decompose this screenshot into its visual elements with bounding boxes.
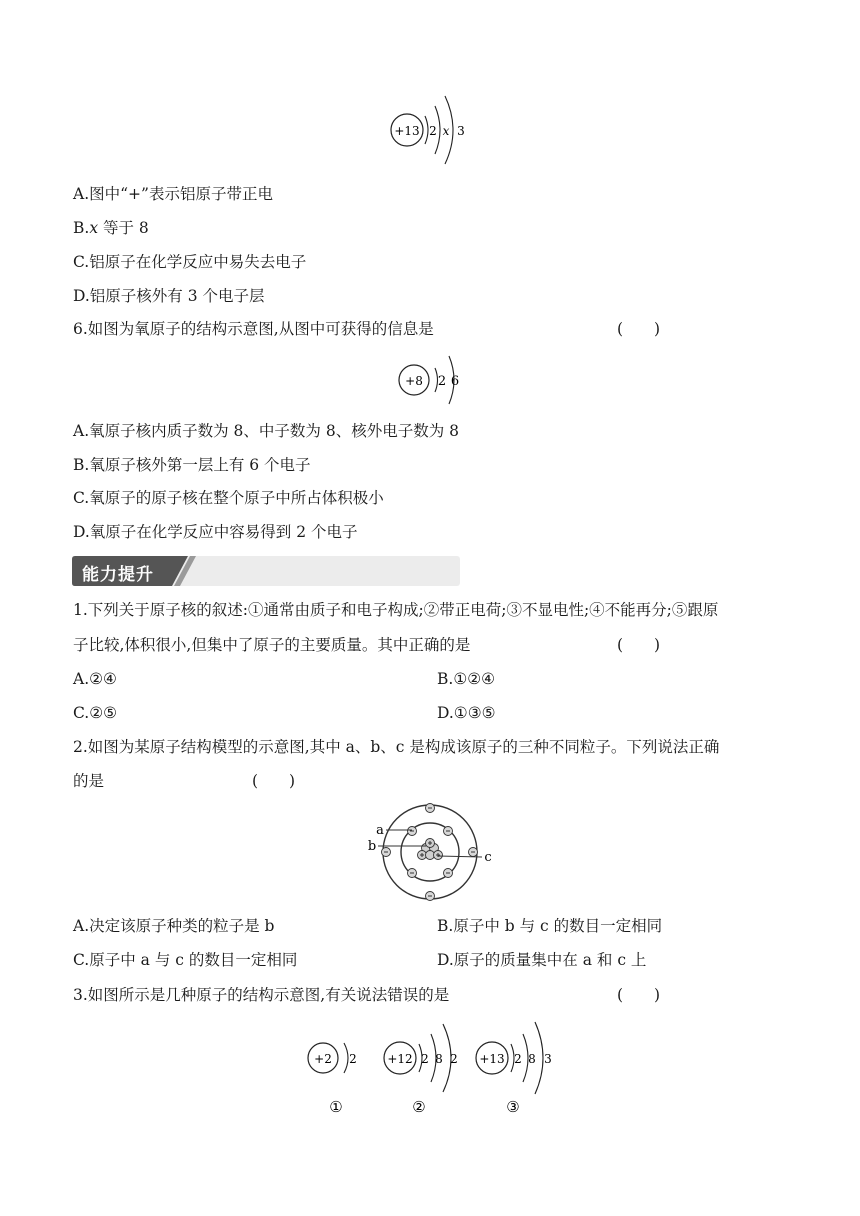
q6-option-b: B.氧原子核外第一层上有 6 个电子 (73, 456, 311, 474)
p2-option-d: D.原子的质量集中在 a 和 c 上 (437, 951, 647, 969)
q6-option-d: D.氧原子在化学反应中容易得到 2 个电子 (73, 523, 358, 541)
option-b-text: 等于 8 (98, 219, 149, 237)
figure-label: ② (412, 1098, 426, 1116)
shell-electrons-2: x (442, 124, 450, 138)
shell-electrons-3: 2 (450, 1052, 458, 1066)
label-b: b (367, 839, 377, 854)
p1-option-c: C.②⑤ (73, 704, 118, 722)
figure-label: ① (329, 1098, 343, 1116)
section-title: 能力提升 (82, 565, 154, 585)
shell-electrons-3: 3 (457, 124, 465, 138)
p1-option-d: D.①③⑤ (437, 704, 496, 722)
section-banner (72, 556, 460, 586)
aluminum-atom-diagram-2 (472, 1016, 564, 1120)
label-c: c (484, 850, 492, 865)
q6-option-c: C.氧原子的原子核在整个原子中所占体积极小 (73, 489, 384, 507)
shell-electrons-1: 2 (421, 1052, 429, 1066)
p1-option-b: B.①②④ (437, 670, 496, 688)
shell-electrons-3: 3 (544, 1052, 552, 1066)
figure-label: ③ (506, 1098, 520, 1116)
p3-stem: 3.如图所示是几种原子的结构示意图,有关说法错误的是 (73, 986, 450, 1004)
option-b-prefix: B. (73, 219, 90, 237)
p1-option-a: A.②④ (73, 670, 117, 688)
option-a: A.图中“+”表示铝原子带正电 (73, 185, 273, 203)
answer-blank: ( ) (617, 636, 661, 654)
p2-stem-line2: 的是 (73, 772, 105, 790)
option-b-variable: x (89, 219, 99, 237)
label-a: a (376, 823, 384, 838)
answer-blank: ( ) (617, 320, 661, 338)
shell-electrons-2: 8 (528, 1052, 536, 1066)
nucleus-charge: +13 (394, 124, 420, 138)
option-d: D.铝原子核外有 3 个电子层 (73, 287, 265, 305)
shell-electrons-1: 2 (514, 1052, 522, 1066)
atom-model-diagram (364, 800, 500, 904)
p1-stem-line2: 子比较,体积很小,但集中了原子的主要质量。其中正确的是 (73, 636, 471, 654)
answer-blank: ( ) (617, 986, 661, 1004)
magnesium-atom-diagram (378, 1016, 470, 1120)
p2-option-a: A.决定该原子种类的粒子是 b (73, 917, 275, 935)
shell-electrons-1: 2 (437, 374, 447, 389)
q6-option-a: A.氧原子核内质子数为 8、中子数为 8、核外电子数为 8 (73, 422, 459, 440)
shell-electrons-1: 2 (349, 1052, 357, 1066)
p2-option-c: C.原子中 a 与 c 的数目一定相同 (73, 951, 298, 969)
shell-electrons-2: 6 (450, 374, 460, 389)
helium-atom-diagram (300, 1030, 370, 1120)
nucleus-charge: +12 (387, 1052, 413, 1066)
option-c: C.铝原子在化学反应中易失去电子 (73, 253, 307, 271)
option-b (73, 218, 149, 238)
aluminum-atom-diagram (385, 90, 475, 170)
p2-stem-line1: 2.如图为某原子结构模型的示意图,其中 a、b、c 是构成该原子的三种不同粒子。下列说法正确 (73, 738, 720, 756)
shell-electrons-2: 8 (435, 1052, 443, 1066)
p1-stem-line1: 1.下列关于原子核的叙述:①通常由质子和电子构成;②带正电荷;③不显电性;④不能再分;⑤跟原 (73, 601, 719, 619)
nucleus-charge: +13 (479, 1052, 505, 1066)
oxygen-atom-diagram (395, 352, 475, 408)
question-6-stem: 6.如图为氧原子的结构示意图,从图中可获得的信息是 (73, 320, 434, 338)
p2-option-b: B.原子中 b 与 c 的数目一定相同 (437, 917, 663, 935)
answer-blank: ( ) (252, 772, 296, 790)
shell-electrons-1: 2 (429, 124, 437, 138)
nucleus-charge: +2 (314, 1052, 332, 1066)
nucleus-charge: +8 (405, 374, 423, 388)
